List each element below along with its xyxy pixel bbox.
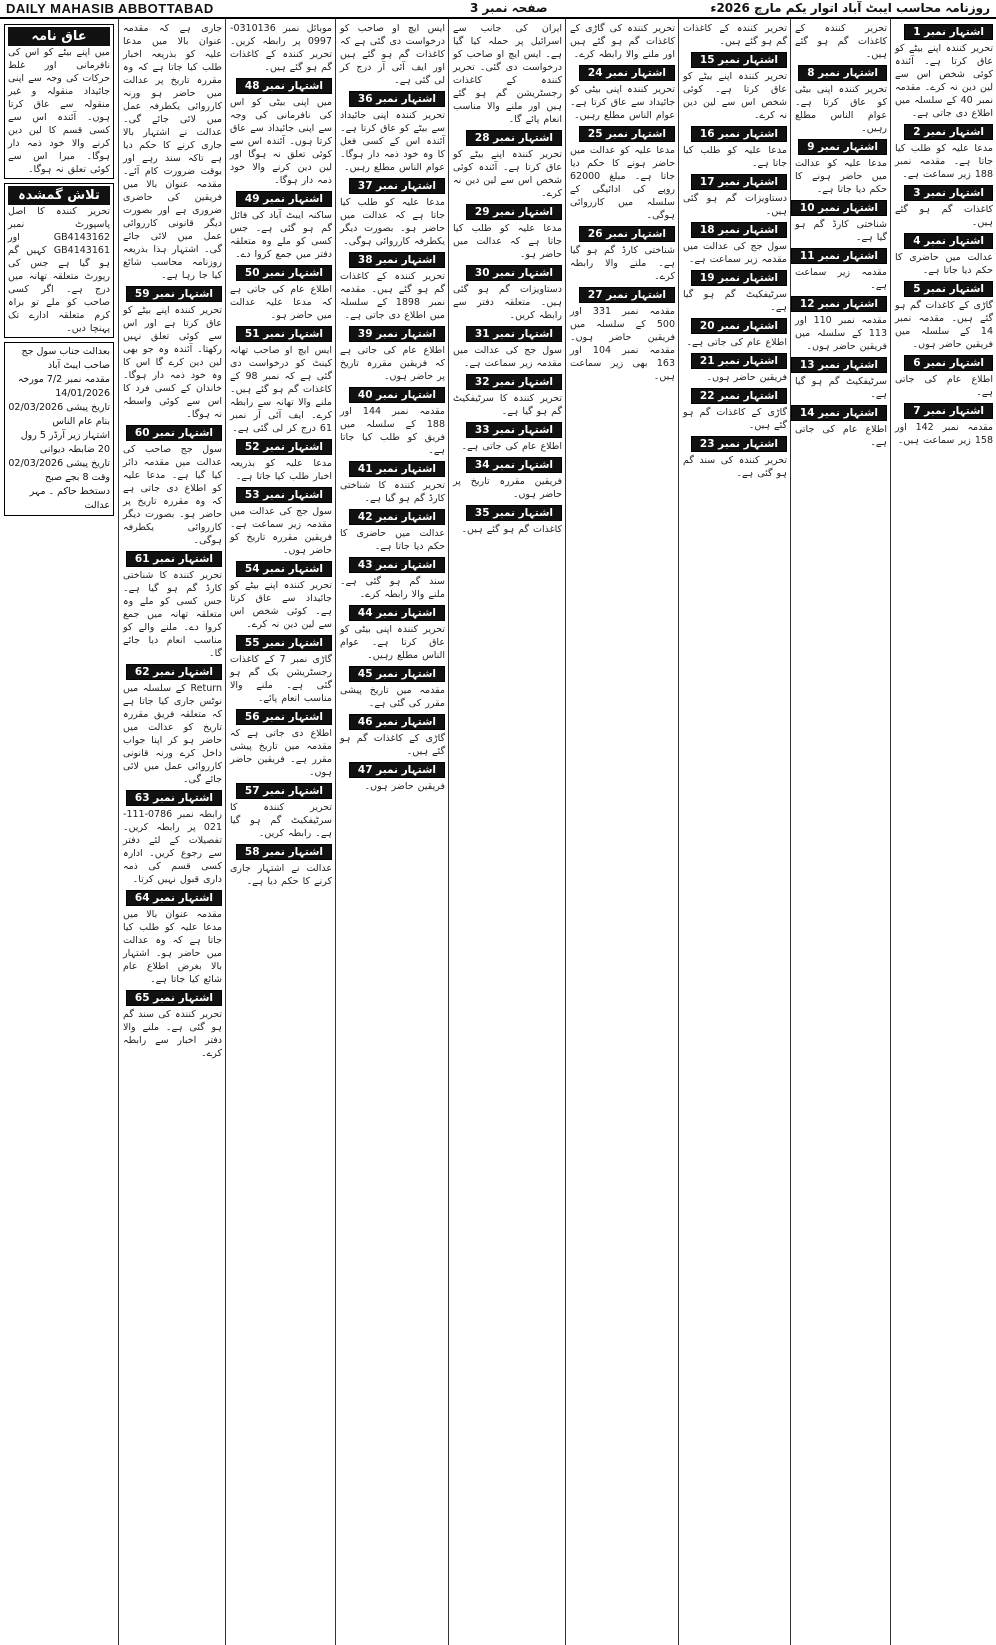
notice-text: تحریر کنندہ اپنی بیٹی کو عاق کرتا ہے۔ عوام الناس مطلع رہیں۔ <box>795 84 887 134</box>
notice-number-badge: اشتہار نمبر 46 <box>349 714 445 730</box>
notice-text: جاری ہے کہ مقدمہ عنوان بالا میں مدعا علیہ کو بذریعہ اخبار طلب کیا جاتا ہے کہ وہ مقررہ تاریخ پر عدالت میں حاضر ہو ورنہ کارروائی یکطرفہ عمل میں لائی جائے گی۔ عدالت نے اشتہار بالا جاری کرنے کا حکم دیا ہے تاکہ سند رہے اور بوقت ضرورت کام آئے۔ مقدمہ عنوان بالا میں فریقین کی حاضری ضروری ہے اور بصورت دیگر قانونی کارروائی عمل میں لائی جائے گی۔ اشتہار ہذا بذریعہ روزنامہ محاسب شائع کیا جا رہا ہے۔ <box>123 23 222 281</box>
notice <box>795 22 887 61</box>
court-notice-line: اشتہار زیر آرڈر 5 رول 20 ضابطہ دیوانی <box>20 430 110 455</box>
notice-number-badge: اشتہار نمبر 37 <box>349 178 445 194</box>
notice-number-badge: اشتہار نمبر 25 <box>579 126 675 142</box>
column-5 <box>565 19 679 1645</box>
notice-number-badge: اشتہار نمبر 58 <box>236 844 332 860</box>
notice-number-badge: اشتہار نمبر 4 <box>904 233 993 249</box>
notice-text: موبائل نمبر 0310136-0997 پر رابطہ کریں۔ تحریر کنندہ کے کاغذات گم ہو گئے ہیں۔ <box>230 23 332 73</box>
notice <box>453 505 562 536</box>
notice-text: اطلاع عام کی جاتی ہے۔ <box>895 374 993 398</box>
notice-number-badge: اشتہار نمبر 42 <box>349 509 445 525</box>
notice <box>795 248 887 292</box>
notice-number-badge: اشتہار نمبر 61 <box>126 551 222 567</box>
court-notice-box <box>4 342 114 516</box>
court-notice-line: بعدالت جناب سول جج صاحب ایبٹ آباد <box>21 346 110 371</box>
notice <box>123 664 222 786</box>
notice-number-badge: اشتہار نمبر 31 <box>466 326 562 342</box>
notice <box>230 22 332 74</box>
notice <box>683 353 787 384</box>
notice <box>570 22 675 61</box>
notice-number-badge: اشتہار نمبر 59 <box>126 286 222 302</box>
notice-number-badge: اشتہار نمبر 13 <box>791 357 887 373</box>
notice <box>795 357 887 401</box>
notice-number-badge: اشتہار نمبر 21 <box>691 353 787 369</box>
notice-text: تحریر کنندہ اپنے بیٹے کو عاق کرتا ہے۔ کوئی شخص اس سے لین دین نہ کرے۔ <box>683 71 787 121</box>
notice-number-badge: اشتہار نمبر 49 <box>236 191 332 207</box>
notice-number-badge: اشتہار نمبر 22 <box>691 388 787 404</box>
notice <box>683 222 787 266</box>
notice-number-badge: اشتہار نمبر 62 <box>126 664 222 680</box>
missing-text: تحریر کنندہ کا اصل پاسپورٹ نمبر GB4143162 اور GB4143161 کہیں گم ہو گیا ہے جس کی رپورٹ متعلقہ تھانہ میں درج ہے۔ اگر کسی صاحب کو ملے تو براہ کرم متعلقہ ادارے تک پہنچا دیں۔ <box>8 206 110 334</box>
notice-text: تحریر کنندہ اپنی بیٹی کو جائیداد سے عاق کرتا ہے۔ عوام الناس مطلع رہیں۔ <box>570 84 675 121</box>
notice <box>123 551 222 660</box>
notice-text: اطلاع عام کی جاتی ہے۔ <box>795 424 887 448</box>
notice-text: سول جج صاحب کی عدالت میں مقدمہ دائر کیا گیا ہے۔ مدعا علیہ کو اطلاع دی جاتی ہے کہ وہ مقررہ تاریخ پر حاضر ہو۔ بصورت دیگر کارروائی یکطرفہ ہوگی۔ <box>123 444 222 546</box>
court-notice-line: تاریخ پیشی 02/03/2026 <box>8 402 110 413</box>
notice <box>683 22 787 48</box>
notice <box>453 130 562 200</box>
notice <box>683 436 787 480</box>
notice-text: مدعا علیہ کو طلب کیا جاتا ہے۔ مقدمہ نمبر 188 زیر سماعت ہے۔ <box>895 143 993 180</box>
notice-text: کاغذات گم ہو گئے ہیں۔ <box>461 524 562 535</box>
column-7 <box>790 19 891 1645</box>
notice-text: عدالت میں حاضری کا حکم دیا جاتا ہے۔ <box>895 252 993 276</box>
notice-text: مقدمہ نمبر 331 اور 500 کے سلسلہ میں فریقین حاضر ہوں۔ مقدمہ نمبر 104 اور 163 بھی زیر سماعت ہیں۔ <box>570 306 675 382</box>
notice-text: سول جج کی عدالت میں مقدمہ زیر سماعت ہے۔ فریقین مقررہ تاریخ کو حاضر ہوں۔ <box>230 506 332 556</box>
notice <box>683 270 787 314</box>
notice-number-badge: اشتہار نمبر 38 <box>349 252 445 268</box>
notice-text: سول جج کی عدالت میں مقدمہ زیر سماعت ہے۔ <box>453 345 562 369</box>
notice <box>230 561 332 631</box>
notice <box>340 22 445 87</box>
notice-text: میں اپنی بیٹی کو اس کی نافرمانی کی وجہ سے اپنی جائیداد سے عاق کرتا ہوں۔ آئندہ اس سے کوئی تعلق نہ ہوگا اور لین دین کرنے والا خود ذمہ دار ہوگا۔ <box>230 97 332 186</box>
notice <box>230 487 332 557</box>
notice-number-badge: اشتہار نمبر 10 <box>791 200 887 216</box>
notice-text: تحریر کنندہ کا شناختی کارڈ گم ہو گیا ہے۔ <box>340 480 445 504</box>
notice-number-badge: اشتہار نمبر 6 <box>904 355 993 371</box>
notice-number-badge: اشتہار نمبر 39 <box>349 326 445 342</box>
notice-number-badge: اشتہار نمبر 36 <box>349 91 445 107</box>
notice-number-badge: اشتہار نمبر 63 <box>126 790 222 806</box>
notice-number-badge: اشتہار نمبر 48 <box>236 78 332 94</box>
notice-text: ایس ایچ او صاحب تھانہ کینٹ کو درخواست دی گئی ہے کہ نمبر 98 کے کاغذات گم ہو گئے ہیں۔ ملنے والا تھانہ سے رابطہ کرے۔ ایف آئی آر نمبر 61 درج کر لی گئی ہے۔ <box>230 345 332 434</box>
notice-number-badge: اشتہار نمبر 20 <box>691 318 787 334</box>
notice <box>683 126 787 170</box>
notice-number-badge: اشتہار نمبر 19 <box>691 270 787 286</box>
notice <box>895 124 993 181</box>
notice-number-badge: اشتہار نمبر 50 <box>236 265 332 281</box>
notice <box>340 762 445 793</box>
notice-text: ایس ایچ او صاحب کو درخواست دی گئی ہے کہ کاغذات گم ہو گئے ہیں اور ایف آئی آر درج کر لی گئی ہے۔ <box>340 23 445 86</box>
notice-text: سرٹیفکیٹ گم ہو گیا ہے۔ <box>795 376 887 400</box>
disinherit-box <box>4 24 114 179</box>
notice-text: گاڑی کے کاغذات گم ہو گئے ہیں۔ مقدمہ نمبر 14 کے سلسلہ میں فریقین حاضر ہوں۔ <box>895 300 993 350</box>
notice-number-badge: اشتہار نمبر 57 <box>236 783 332 799</box>
notice <box>123 890 222 986</box>
notice-number-badge: اشتہار نمبر 17 <box>691 174 787 190</box>
missing-box <box>4 183 114 338</box>
notice <box>340 326 445 383</box>
notice-text: مقدمہ نمبر 110 اور 113 کے سلسلہ میں فریقین حاضر ہوں۔ <box>795 315 887 352</box>
notice-text: اطلاع عام کی جاتی ہے۔ <box>686 337 787 348</box>
side-column <box>0 19 118 1645</box>
masthead-english-title: DAILY MAHASIB ABBOTTABAD <box>6 1 214 16</box>
notice <box>230 78 332 187</box>
notice-number-badge: اشتہار نمبر 54 <box>236 561 332 577</box>
notice-text: تحریر کنندہ اپنے بیٹے کو عاق کرتا ہے۔ آئندہ کوئی شخص اس سے لین دین نہ کرے۔ مقدمہ نمبر 40 کے سلسلہ میں اطلاع دی جاتی ہے۔ <box>895 43 993 119</box>
notice-number-badge: اشتہار نمبر 1 <box>904 24 993 40</box>
notice <box>570 65 675 122</box>
notice-number-badge: اشتہار نمبر 43 <box>349 557 445 573</box>
notice <box>895 281 993 351</box>
notice <box>683 174 787 218</box>
notice-text: مدعا علیہ کو بذریعہ اخبار طلب کیا جاتا ہے۔ <box>230 458 332 482</box>
notice <box>795 405 887 449</box>
notice <box>453 22 562 126</box>
notice <box>230 326 332 435</box>
notice-number-badge: اشتہار نمبر 3 <box>904 185 993 201</box>
notice-number-badge: اشتہار نمبر 51 <box>236 326 332 342</box>
notice-number-badge: اشتہار نمبر 2 <box>904 124 993 140</box>
notice-number-badge: اشتہار نمبر 45 <box>349 666 445 682</box>
notice-number-badge: اشتہار نمبر 14 <box>791 405 887 421</box>
notice-text: ساکنہ ایبٹ آباد کی فائل گم ہو گئی ہے۔ جس کسی کو ملے وہ متعلقہ دفتر میں جمع کروا دے۔ <box>230 210 332 260</box>
disinherit-text: میں اپنے بیٹے کو اس کی نافرمانی اور غلط حرکات کی وجہ سے اپنی جائیداد منقولہ و غیر منقولہ سے عاق کرتا ہوں۔ آئندہ اس سے کسی قسم کا لین دین کرنے والا خود ذمہ دار ہوگا۔ میرا اس سے کوئی تعلق نہ ہوگا۔ <box>8 47 110 175</box>
notice-number-badge: اشتہار نمبر 56 <box>236 709 332 725</box>
notice-number-badge: اشتہار نمبر 18 <box>691 222 787 238</box>
notice-text: سند گم ہو گئی ہے۔ ملنے والا رابطہ کرے۔ <box>340 576 445 600</box>
notice-text: عدالت میں حاضری کا حکم دیا جاتا ہے۔ <box>340 528 445 552</box>
notice-number-badge: اشتہار نمبر 15 <box>691 52 787 68</box>
notice <box>453 204 562 261</box>
notice-number-badge: اشتہار نمبر 9 <box>798 139 887 155</box>
notice <box>340 666 445 710</box>
notice-text: تحریر کنندہ اپنی بیٹی کو عاق کرتا ہے۔ عوام الناس مطلع رہیں۔ <box>340 624 445 661</box>
notice-text: کاغذات گم ہو گئے ہیں۔ <box>895 204 993 228</box>
notice-number-badge: اشتہار نمبر 35 <box>466 505 562 521</box>
notice-text: تحریر کنندہ کی سند گم ہو گئی ہے۔ ملنے والا دفتر اخبار سے رابطہ کرے۔ <box>123 1009 222 1059</box>
notice-number-badge: اشتہار نمبر 44 <box>349 605 445 621</box>
notice-text: شناختی کارڈ گم ہو گیا ہے۔ ملنے والا رابطہ کرے۔ <box>570 245 675 282</box>
notice <box>340 387 445 457</box>
notice <box>340 714 445 758</box>
notice-text: شناختی کارڈ گم ہو گیا ہے۔ <box>795 219 887 243</box>
notice-number-badge: اشتہار نمبر 65 <box>126 990 222 1006</box>
notice-text: مدعا علیہ کو طلب کیا جاتا ہے کہ عدالت میں حاضر ہو۔ <box>453 223 562 260</box>
notice-text: رابطہ نمبر 0786-111-021 پر رابطہ کریں۔ تفصیلات کے لئے دفتر سے رجوع کریں۔ ادارہ کسی قسم کی ذمہ داری قبول نہیں کرتا۔ <box>123 809 222 885</box>
notice <box>795 65 887 135</box>
notice-text: سول جج کی عدالت میں مقدمہ زیر سماعت ہے۔ <box>683 241 787 265</box>
masthead <box>0 0 996 19</box>
notice <box>453 422 562 453</box>
notice <box>453 374 562 418</box>
court-notice-line: تاریخ پیشی 02/03/2026 وقت 8 بجے صبح <box>8 458 110 483</box>
notice <box>230 635 332 705</box>
notice-text: اطلاع عام کی جاتی ہے۔ <box>461 441 562 452</box>
notice <box>895 185 993 229</box>
notice-number-badge: اشتہار نمبر 12 <box>791 296 887 312</box>
notice-number-badge: اشتہار نمبر 5 <box>904 281 993 297</box>
missing-title: تلاش گمشدہ <box>8 186 110 205</box>
notice <box>123 990 222 1060</box>
notice-text: تحریر کنندہ کے کاغذات گم ہو گئے ہیں۔ <box>683 23 787 47</box>
notice-number-badge: اشتہار نمبر 34 <box>466 457 562 473</box>
notice-text: گاڑی کے کاغذات گم ہو گئے ہیں۔ <box>683 407 787 431</box>
notice <box>230 709 332 779</box>
notice <box>895 403 993 447</box>
notice-number-badge: اشتہار نمبر 30 <box>466 265 562 281</box>
notice-text: فریقین حاضر ہوں۔ <box>364 781 445 792</box>
masthead-urdu-title: روزنامہ محاسب ایبٹ آباد اتوار یکم مارچ 2026ء <box>710 1 990 15</box>
notice <box>570 226 675 283</box>
notice-number-badge: اشتہار نمبر 64 <box>126 890 222 906</box>
notice <box>123 425 222 547</box>
notice <box>340 91 445 174</box>
notice-number-badge: اشتہار نمبر 23 <box>691 436 787 452</box>
notice <box>683 388 787 432</box>
notice-text: تحریر کنندہ اپنے بیٹے کو عاق کرتا ہے۔ آئندہ کوئی شخص اس سے لین دین نہ کرے۔ <box>453 149 562 199</box>
notice-text: گاڑی نمبر 7 کے کاغذات رجسٹریشن بک گم ہو گئی ہے۔ ملنے والا مناسب انعام پائے۔ <box>230 654 332 704</box>
notice-number-badge: اشتہار نمبر 29 <box>466 204 562 220</box>
disinherit-title: عاق نامہ <box>8 27 110 46</box>
notice-number-badge: اشتہار نمبر 33 <box>466 422 562 438</box>
notice-number-badge: اشتہار نمبر 8 <box>798 65 887 81</box>
notice <box>570 287 675 383</box>
notice-text: تحریر کنندہ کی گاڑی کے کاغذات گم ہو گئے ہیں اور ملنے والا رابطہ کرے۔ <box>570 23 675 60</box>
notice <box>795 139 887 196</box>
notice-number-badge: اشتہار نمبر 60 <box>126 425 222 441</box>
column-1 <box>118 19 226 1645</box>
page-body <box>0 19 996 1645</box>
notice <box>570 126 675 222</box>
notice <box>123 22 222 282</box>
notice-text: تحریر کنندہ اپنے بیٹے کو جائیداد سے عاق کرتا ہے۔ کوئی شخص اس سے لین دین نہ کرے۔ <box>230 580 332 630</box>
notice-number-badge: اشتہار نمبر 47 <box>349 762 445 778</box>
notice-number-badge: اشتہار نمبر 24 <box>579 65 675 81</box>
column-3 <box>335 19 449 1645</box>
notice-text: مقدمہ نمبر 144 اور 188 کے سلسلہ میں فریق کو طلب کیا جاتا ہے۔ <box>340 406 445 456</box>
notice-text: مقدمہ عنوان بالا میں مدعا علیہ کو طلب کیا جاتا ہے کہ وہ عدالت میں حاضر ہو۔ اشتہار بالا بغرض اطلاع عام شائع کیا جاتا ہے۔ <box>123 909 222 985</box>
notice-text: تحریر کنندہ اپنے بیٹے کو عاق کرتا ہے اور اس سے کوئی تعلق نہیں رکھتا۔ آئندہ وہ جو بھی لین دین کرے گا اس کا وہ خود ذمہ دار ہوگا۔ خاندان کے کسی فرد کا اس سے کوئی واسطہ نہ ہوگا۔ <box>123 305 222 420</box>
court-notice-line: دستخط حاکم ۔ مہر عدالت <box>29 486 110 511</box>
notice <box>230 783 332 840</box>
notice-text: تحریر کنندہ اپنی جائیداد سے بیٹے کو عاق کرتا ہے۔ آئندہ اس کے کسی فعل کا وہ خود ذمہ دار ہوگا۔ عوام الناس مطلع رہیں۔ <box>340 110 445 173</box>
notice <box>453 326 562 370</box>
column-6 <box>678 19 791 1645</box>
notice-number-badge: اشتہار نمبر 52 <box>236 439 332 455</box>
notice-text: سرٹیفکیٹ گم ہو گیا ہے۔ <box>683 289 787 313</box>
notice <box>895 233 993 277</box>
column-4 <box>448 19 566 1645</box>
court-notice-line: مقدمہ نمبر 7/2 مورخہ 14/01/2026 <box>17 374 110 399</box>
notice-text: مدعا علیہ کو طلب کیا جاتا ہے کہ عدالت میں حاضر ہو۔ بصورت دیگر یکطرفہ کارروائی ہوگی۔ <box>340 197 445 247</box>
notice-number-badge: اشتہار نمبر 40 <box>349 387 445 403</box>
page-number: صفحہ نمبر 3 <box>470 1 548 15</box>
notice <box>340 557 445 601</box>
notice <box>453 457 562 501</box>
notice-text: ایران کی جانب سے اسرائیل پر حملہ کیا گیا ہے۔ ایس ایچ او صاحب کو درخواست دی گئی۔ تحریر کنندہ کے کاغذات رجسٹریشن گم ہو گئے ہیں اور ملنے والا مناسب انعام پائے گا۔ <box>453 23 562 125</box>
column-8 <box>890 19 996 1645</box>
notice-text: فریقین حاضر ہوں۔ <box>706 372 787 383</box>
notice <box>895 24 993 120</box>
court-notice-line: بنام عام الناس <box>52 416 110 427</box>
notice-text: مدعا علیہ کو طلب کیا جاتا ہے۔ <box>683 145 787 169</box>
notice <box>230 844 332 888</box>
notice-text: تحریر کنندہ کے کاغذات گم ہو گئے ہیں۔ <box>795 23 887 60</box>
notice-number-badge: اشتہار نمبر 16 <box>691 126 787 142</box>
notice-text: مقدمہ زیر سماعت ہے۔ <box>795 267 887 291</box>
notice-number-badge: اشتہار نمبر 53 <box>236 487 332 503</box>
notice <box>230 439 332 483</box>
notice-number-badge: اشتہار نمبر 28 <box>466 130 562 146</box>
notice-number-badge: اشتہار نمبر 11 <box>791 248 887 264</box>
notice-text: تحریر کنندہ کا سرٹیفکیٹ گم ہو گیا ہے۔ رابطہ کریں۔ <box>230 802 332 839</box>
notice-text: Return کے سلسلہ میں نوٹس جاری کیا جاتا ہے کہ متعلقہ فریق مقررہ تاریخ کو عدالت میں حاضر ہو کر اپنا جواب داخل کرے ورنہ قانونی کارروائی عمل میں لائی جائے گی۔ <box>123 683 222 785</box>
notice-number-badge: اشتہار نمبر 27 <box>579 287 675 303</box>
notice <box>895 355 993 399</box>
notice-text: تحریر کنندہ کی سند گم ہو گئی ہے۔ <box>683 455 787 479</box>
notice-text: مدعا علیہ کو عدالت میں حاضر ہونے کا حکم دیا جاتا ہے۔ <box>795 158 887 195</box>
notice-text: اطلاع عام کی جاتی ہے کہ فریقین مقررہ تاریخ پر حاضر ہوں۔ <box>340 345 445 382</box>
notice-text: گاڑی کے کاغذات گم ہو گئے ہیں۔ <box>340 733 445 757</box>
notice <box>123 790 222 886</box>
notice <box>340 252 445 322</box>
notice-text: تحریر کنندہ کا سرٹیفکیٹ گم ہو گیا ہے۔ <box>453 393 562 417</box>
notice-text: دستاویزات گم ہو گئی ہیں۔ <box>683 193 787 217</box>
notice-number-badge: اشتہار نمبر 41 <box>349 461 445 477</box>
notice-text: اطلاع عام کی جاتی ہے کہ مدعا علیہ عدالت میں حاضر ہو۔ <box>230 284 332 321</box>
notice-text: مدعا علیہ کو عدالت میں حاضر ہونے کا حکم دیا جاتا ہے۔ مبلغ 62000 روپے کی ادائیگی کے سلسلہ میں کارروائی ہوگی۔ <box>570 145 675 221</box>
notice <box>230 191 332 261</box>
notice-text: اطلاع دی جاتی ہے کہ مقدمہ میں تاریخ پیشی مقرر ہے۔ فریقین حاضر ہوں۔ <box>230 728 332 778</box>
notice-text: فریقین مقررہ تاریخ پر حاضر ہوں۔ <box>453 476 562 500</box>
notice-number-badge: اشتہار نمبر 26 <box>579 226 675 242</box>
notice-text: عدالت نے اشتہار جاری کرنے کا حکم دیا ہے۔ <box>230 863 332 887</box>
notice <box>683 52 787 122</box>
notice-number-badge: اشتہار نمبر 7 <box>904 403 993 419</box>
notice-number-badge: اشتہار نمبر 55 <box>236 635 332 651</box>
notice-text: مقدمہ میں تاریخ پیشی مقرر کی گئی ہے۔ <box>340 685 445 709</box>
notice <box>453 265 562 322</box>
notice <box>340 605 445 662</box>
column-2 <box>225 19 336 1645</box>
notice-text: مقدمہ نمبر 142 اور 158 زیر سماعت ہیں۔ <box>895 422 993 446</box>
notice-text: تحریر کنندہ کے کاغذات گم ہو گئے ہیں۔ مقدمہ نمبر 1898 کے سلسلہ میں اطلاع دی جاتی ہے۔ <box>340 271 446 321</box>
notice <box>683 318 787 349</box>
notice <box>795 200 887 244</box>
notice <box>340 178 445 248</box>
notice <box>795 296 887 353</box>
notice-number-badge: اشتہار نمبر 32 <box>466 374 562 390</box>
notice-text: دستاویزات گم ہو گئی ہیں۔ متعلقہ دفتر سے رابطہ کریں۔ <box>453 284 562 321</box>
notice-text: تحریر کنندہ کا شناختی کارڈ گم ہو گیا ہے۔ جس کسی کو ملے وہ متعلقہ تھانہ میں جمع کروا دے۔ ملنے والے کو مناسب انعام دیا جائے گا۔ <box>123 570 222 659</box>
notice <box>230 265 332 322</box>
notice <box>340 461 445 505</box>
notice <box>123 286 222 421</box>
notice <box>340 509 445 553</box>
